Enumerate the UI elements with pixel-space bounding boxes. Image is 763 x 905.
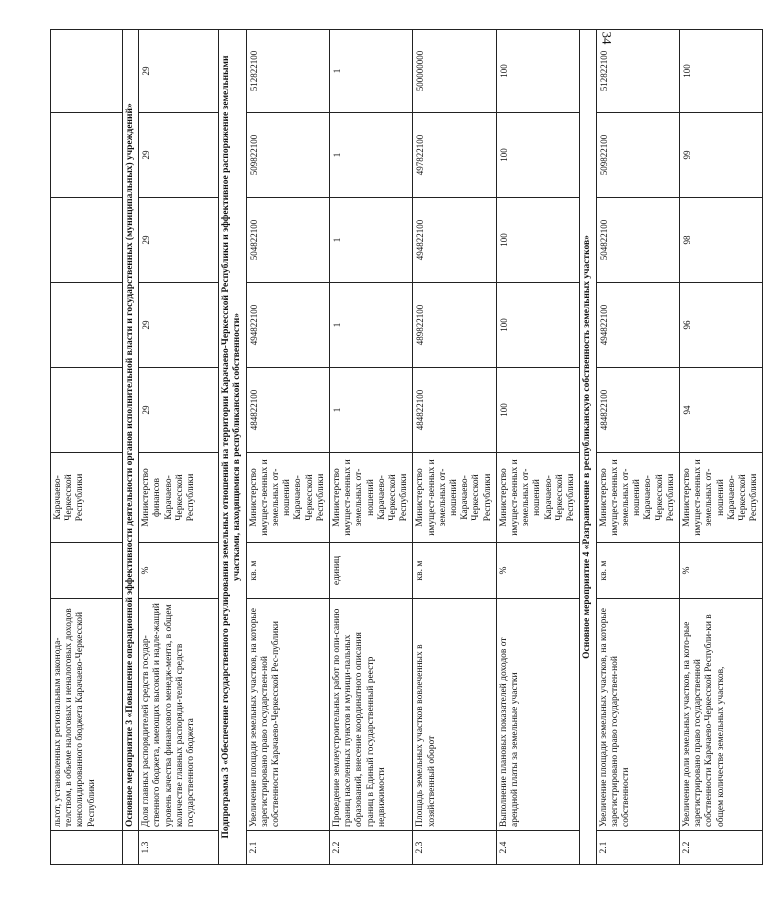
cell-value: 1	[330, 198, 413, 283]
cell-value: 29	[139, 30, 219, 113]
cell-value: 29	[139, 198, 219, 283]
cell-indicator: Проведение землеустроительных работ по опи-санию границ населенных пунктов и муници-пальных образований, внесение координатного описания границ в Единый государственный реестр недвижимости	[330, 599, 413, 831]
cell-value: 29	[139, 368, 219, 453]
cell-value: 94	[679, 368, 762, 453]
cell-value: 98	[679, 198, 762, 283]
cell-value: 500000000	[413, 30, 496, 113]
table-row	[679, 30, 762, 865]
cell-indicator: Выполнение плановых показателей доходов от арендной платы за земельные участки	[496, 599, 579, 831]
cell-unit: кв. м	[246, 543, 329, 599]
cell-value: 1	[330, 30, 413, 113]
cell-indicator: Увеличение доли земельных участков, на кото-рые зарегистрировано право государственной собственности Карачаево-Черкесской Республи-ки в общем количестве земельных участков,	[679, 599, 762, 831]
cell-value: 100	[496, 30, 579, 113]
table-row	[413, 30, 496, 865]
table-row	[596, 30, 679, 865]
cell-executor: Министерство имущест-венных и земельных от-ношений Карачаево-Черкесской Республики	[596, 453, 679, 543]
table-row	[139, 30, 219, 865]
section-heading	[580, 30, 596, 865]
cell-value: 100	[679, 30, 762, 113]
cell-value: 1	[330, 283, 413, 368]
cell-value	[51, 198, 123, 283]
cell-value: 512822100	[596, 30, 679, 113]
cell-unit: %	[496, 543, 579, 599]
table-row	[51, 30, 123, 865]
cell-value	[51, 283, 123, 368]
cell-value: 100	[496, 368, 579, 453]
cell-executor: Министерство имущест-венных и земельных от-ношений Карачаево-Черкесской Республики	[496, 453, 579, 543]
heading-text: Основное мероприятие 4 «Разграничение в республиканскую собственность земельных участков»	[580, 30, 596, 865]
cell-indicator: Увеличение площади земельных участков, на которые зарегистрировано право государствен-ной собственности Карачаево-Черкесской Рес-публики	[246, 599, 329, 831]
cell-indicator: Увеличение площади земельных участков, на которые зарегистрировано право государствен-ной собственности	[596, 599, 679, 831]
cell-value: 509822100	[246, 113, 329, 198]
cell-indicator: Доля главных распорядителей средств государ-ственного бюджета, имеющих высокий и надле-жащий уровень качества финансового менедж-мента, в общем количестве главных распоряди-телей средств государственного бюджета	[139, 599, 219, 831]
cell-value: 504822100	[596, 198, 679, 283]
heading-text: Подпрограмма 3 «Обеспечение государственного регулирования земельных отношений на территории Карачаево-Черкесской Республики и эффективное распоряжение земельными участками, находящимися в республиканской собственности»	[219, 30, 246, 865]
cell-executor: Министерство имущест-венных и земельных от-ношений Карачаево-Черкесской Республики	[330, 453, 413, 543]
cell-unit: кв. м	[413, 543, 496, 599]
cell-value: 1	[330, 368, 413, 453]
table-row	[246, 30, 329, 865]
indicators-table	[50, 29, 763, 865]
section-heading	[123, 30, 139, 865]
cell-value	[51, 368, 123, 453]
cell-num	[51, 831, 123, 865]
cell-num: 2.1	[246, 831, 329, 865]
cell-value: 494822100	[596, 283, 679, 368]
cell-executor: Министерство имущест-венных и земельных от-ношений Карачаево-Черкесской Республики	[679, 453, 762, 543]
cell-num: 2.2	[679, 831, 762, 865]
cell-value: 100	[496, 113, 579, 198]
cell-value: 494822100	[246, 283, 329, 368]
cell-value	[51, 30, 123, 113]
cell-value: 1	[330, 113, 413, 198]
heading-text: Основное мероприятие 3 «Повышение операционной эффективности деятельности органов исполнительной власти и государственных (муниципальных) учреждений»	[123, 30, 139, 831]
cell-indicator: Площадь земельных участков вовлеченных в хозяйственный оборот	[413, 599, 496, 831]
cell-num: 2.3	[413, 831, 496, 865]
cell-num: 2.1	[596, 831, 679, 865]
cell-value	[51, 113, 123, 198]
cell-value: 484822100	[413, 368, 496, 453]
cell-unit: единиц	[330, 543, 413, 599]
cell-value: 29	[139, 283, 219, 368]
cell-executor: Министерство имущест-венных и земельных от-ношений Карачаево-Черкесской Республики	[413, 453, 496, 543]
cell-num: 1.3	[139, 831, 219, 865]
cell-value: 484822100	[596, 368, 679, 453]
table-row	[496, 30, 579, 865]
cell-executor: Министерство имущест-венных и земельных от-ношений Карачаево-Черкесской Республики	[246, 453, 329, 543]
cell-num: 2.2	[330, 831, 413, 865]
page-number: 34	[599, 31, 615, 45]
cell-num	[123, 831, 139, 865]
section-heading	[219, 30, 246, 865]
cell-indicator: льгот, установленных региональным законода-телством, в объеме налоговых и неналоговых доходов консолидированного бюджета Карачаево-Черкесской Республики	[51, 599, 123, 831]
cell-value: 509822100	[596, 113, 679, 198]
cell-value: 512822100	[246, 30, 329, 113]
cell-unit: кв. м	[596, 543, 679, 599]
cell-unit: %	[679, 543, 762, 599]
cell-value: 100	[496, 198, 579, 283]
cell-value: 96	[679, 283, 762, 368]
cell-value: 484822100	[246, 368, 329, 453]
cell-value: 29	[139, 113, 219, 198]
cell-value: 504822100	[246, 198, 329, 283]
cell-value: 494822100	[413, 198, 496, 283]
cell-value: 497822100	[413, 113, 496, 198]
cell-num: 2.4	[496, 831, 579, 865]
cell-unit: %	[139, 543, 219, 599]
cell-executor: Министерство финансов Карачаево-Черкесской Республики	[139, 453, 219, 543]
cell-executor: Карачаево-Черкесской Республики	[51, 453, 123, 543]
cell-unit	[51, 543, 123, 599]
cell-value: 100	[496, 283, 579, 368]
table-row	[330, 30, 413, 865]
cell-value: 489822100	[413, 283, 496, 368]
cell-value: 99	[679, 113, 762, 198]
